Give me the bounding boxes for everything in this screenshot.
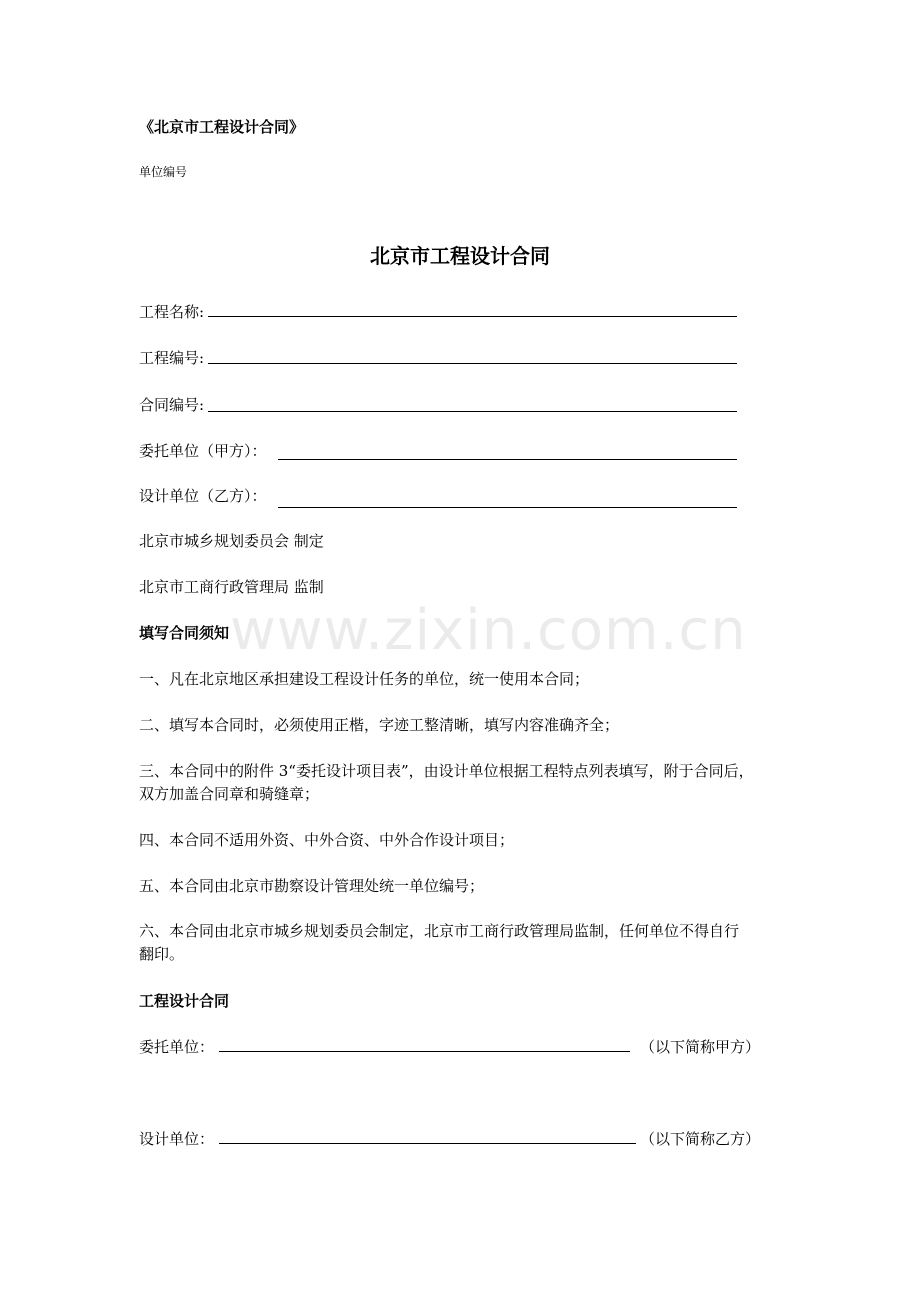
contract-heading: 工程设计合同 bbox=[139, 992, 230, 1010]
issuer-supervised: 北京市工商行政管理局 监制 bbox=[139, 578, 324, 596]
contract-number-field[interactable] bbox=[208, 411, 737, 412]
designer-party-label: 设计单位（乙方）： bbox=[139, 487, 267, 505]
designer-suffix: （以下简称乙方） bbox=[640, 1130, 761, 1148]
notice-item: 一、凡在北京地区承担建设工程设计任务的单位，统一使用本合同； bbox=[139, 670, 590, 688]
notice-item: 四、本合同不适用外资、中外合资、中外合作设计项目； bbox=[139, 831, 515, 849]
unit-number-label: 单位编号 bbox=[139, 165, 188, 179]
notice-heading: 填写合同须知 bbox=[139, 624, 230, 642]
client-suffix: （以下简称甲方） bbox=[640, 1038, 761, 1056]
client-field[interactable] bbox=[219, 1051, 630, 1052]
project-name-label: 工程名称: bbox=[139, 303, 205, 321]
designer-party-field[interactable] bbox=[278, 507, 737, 508]
client-label: 委托单位： bbox=[139, 1038, 215, 1056]
client-party-field[interactable] bbox=[278, 459, 737, 460]
project-name-field[interactable] bbox=[208, 316, 737, 317]
notice-item: 六、本合同由北京市城乡规划委员会制定，北京市工商行政管理局监制，任何单位不得自行 bbox=[139, 922, 740, 940]
client-party-label: 委托单位（甲方）： bbox=[139, 442, 267, 460]
notice-item-continued: 双方加盖合同章和骑缝章； bbox=[139, 785, 320, 803]
project-number-field[interactable] bbox=[208, 363, 737, 364]
page-title: 北京市工程设计合同 bbox=[370, 244, 550, 268]
notice-item-continued: 翻印。 bbox=[139, 945, 185, 963]
contract-number-label: 合同编号: bbox=[139, 396, 205, 414]
document-header-title: 《北京市工程设计合同》 bbox=[139, 118, 305, 136]
notice-item: 五、本合同由北京市勘察设计管理处统一单位编号； bbox=[139, 877, 485, 895]
issuer-formulated: 北京市城乡规划委员会 制定 bbox=[139, 532, 324, 550]
project-number-label: 工程编号: bbox=[139, 349, 205, 367]
designer-field[interactable] bbox=[219, 1143, 636, 1144]
watermark: www.zixin.com.cn bbox=[230, 598, 747, 663]
notice-item: 二、填写本合同时，必须使用正楷，字迹工整清晰，填写内容准确齐全； bbox=[139, 716, 620, 734]
designer-label: 设计单位： bbox=[139, 1130, 215, 1148]
notice-item: 三、本合同中的附件 3“委托设计项目表”，由设计单位根据工程特点列表填写，附于合同后， bbox=[139, 762, 754, 780]
